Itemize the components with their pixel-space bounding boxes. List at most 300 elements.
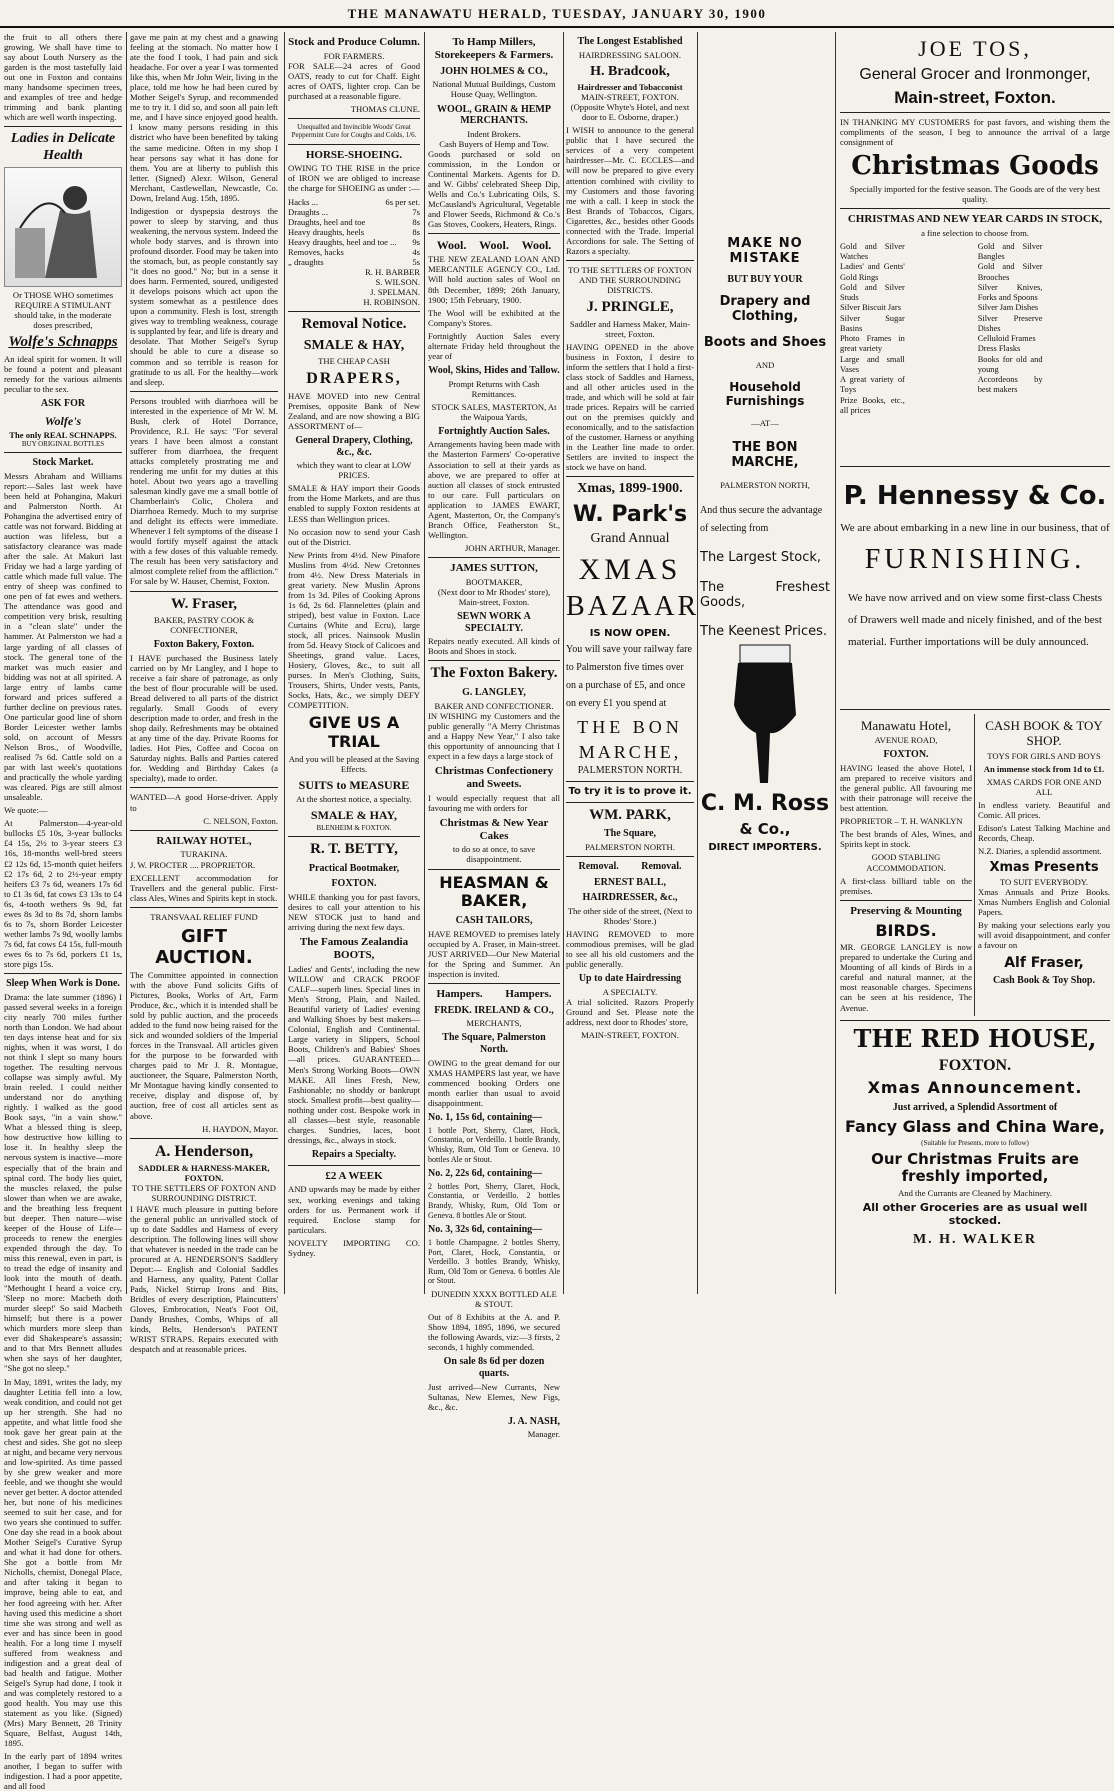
gift-item: Large and small Vases [840, 354, 905, 374]
toys: TOYS FOR GIRLS AND BOYS [987, 750, 1101, 761]
divider [130, 1138, 278, 1139]
ireland-sub: MERCHANTS, [466, 1018, 522, 1029]
wanted-text: WANTED—A good Horse-driver. Apply to [130, 792, 278, 813]
price-item: Removes, hacks [288, 246, 344, 257]
direct-importers: DIRECT IMPORTERS. [708, 842, 822, 854]
goods-list: New Prints from 4½d. New Pinafore Muslins from 4½d. New Cretonnes from 4½. New Dress Materials in great variety. New Muslin Aprons from 1s 3d. Piles of Cooking Aprons 1s 6d, 2s 6d. Flannelettes (plain and striped), best value in Foxton. Lace Curtains (White and Ecru), large stock, all prices. Nainsook Muslin from 5d. Heavy Stock of Calicoes and Sheetings, grand value. Laces, Hosiery, Gloves, &c., to suit all purses. In Men's Clothing, Suits, Trousers, Shirts, Under vests, Pants, Socks, Hats, &c., we simply DEFY COMPETITION. [288, 549, 420, 711]
we-quote: We quote:— [4, 805, 48, 816]
gift-item: Books for old and young [977, 354, 1043, 374]
indigestion-text: Indigestion or dyspepsia destroys the power to sleep by starving, and thus weakening, the nervous system. Indeed the whole body starves, and is thrown into profound disorder. Food may be taken into the stomach, but, as people constantly say "it does no good." No; but in a sense it does harm. Fermented, soured, undigested it develops poisons which act upon the system somewhat as a pestilence does upon a community. Flesh is lost, strength gives way to trembling weakness, courage is supplanted by fear, and life is dreary and desolate. That Mother Seigel's Syrup should be able to cure a disease so common and so terrible is reason for gratitude to us all. For the healthy—work and sleep. [130, 205, 278, 387]
divider [288, 836, 420, 837]
divider [566, 802, 694, 803]
price-value: 8s [412, 226, 420, 237]
price-row [288, 217, 420, 227]
price-item: Hacks ... [288, 196, 319, 207]
divider [428, 660, 560, 661]
immense: An immense stock from 1d to £1. [983, 763, 1105, 774]
fraser-text: I HAVE purchased the Business lately carried on by Mr Langley, and I hope to receive a fair share of patronage, as only the best of flour procurable will be used. Bread delivered to all parts of the district regularly. Small Goods of every description made to order, and fresh in the shop daily. Refreshments may be obtained at any time of the day. Private Rooms for ladies. Hot Pies, Coffee and Cocoa on Saturday nights. Balls and Parties catered for. Wedding and Birthday Cakes (a specialty), made to order. [130, 652, 278, 784]
holmes-text: Goods purchased or sold on commission, in the London or Continental Markets. Agents for D. and W. Gibbs' celebrated Sheep Dip, Wells and Co.'s Lubricating Oils, S. McCausland's Agricultural, Vegetable and Flower Seeds, Richmond & Co.'s Gas Stoves, Cookers, Heaters, Rings. [428, 148, 560, 230]
price-value: 8s [412, 216, 420, 227]
annuals: Xmas Annuals and Prize Books. Xmas Numbers English and Colonial Papers. [978, 887, 1110, 918]
general-drapery: General Drapery, Clothing, &c., &c. [295, 434, 413, 458]
railway-text: EXCELLENT accommodation for Travellers and the general public. First-class Ales, Wines and Spirits kept in stock. [130, 872, 278, 903]
divider [130, 907, 278, 908]
divider [840, 900, 972, 901]
column-rule [697, 32, 698, 1294]
pointing-hand-icon [720, 645, 810, 785]
fancy-glass: Fancy Glass and China Ware, [845, 1116, 1105, 1136]
gift-item: Silver Knives, Forks and Spoons [977, 282, 1043, 303]
bon-marche: THE BON MARCHE, [731, 439, 799, 471]
boots-shoes: Boots and Shoes [703, 334, 827, 350]
suit-everybody: TO SUIT EVERYBODY. [999, 877, 1089, 888]
column-rule [424, 32, 425, 1294]
divider [130, 591, 278, 592]
hair-saloon: HAIRDRESSING SALOON. [578, 49, 682, 60]
ad-pair [840, 714, 1110, 1015]
column-6 [700, 32, 830, 1294]
ross-co: & Co., [739, 819, 791, 838]
palmerston: PALMERSTON NORTH, [720, 480, 810, 491]
bradcook-text: I WISH to announce to the general public that I have secured the services of a very competent hairdresser—Mr. C. ECCLES—and will now be prepared to give every attention combined with civility to my Customers and those favoring me with a call. I keep in stock the Best Brands of Tobaccos, Cigars, Cigarettes, &c., besides other Goods connected with the Trade. Imperial Accordions for sale. The Setting of Razors a specialty. [566, 125, 694, 256]
wanted-name: C. NELSON, Foxton. [203, 815, 278, 826]
cheap-cash: THE CHEAP CASH [318, 355, 390, 366]
week-text: AND upwards may be made by either sex, working evenings and taking orders for us. Permanent work if required. Enclose stamp for particulars. [288, 1184, 420, 1235]
xmas-presents: Xmas Presents [989, 860, 1099, 875]
park-place: PALMERSTON NORTH. [585, 842, 675, 853]
divider [566, 781, 694, 782]
price-value: 5s [412, 256, 420, 267]
drapers: DRAPERS, [306, 370, 402, 387]
stock-market-text: Messrs Abraham and Williams report:—Sales last week have been held at Pohangina, Makuri and Palmerston North. At Pohangina the advertised entry of cattle was not forward. Bidding at auction was lifeless, but a satisfactory clearance was made after the sale. At Makuri last Friday we had a large yarding of cattle which made full value. The entry of sheep was confined to one pen of fat ewes and wethers. The attendance was good and competition very brisk, resulting in a "clean slate" under the hammer. At Palmerston we had a large yarding of all classes of stock. The general tone of the market was much easier and bidding was not at all spirited. A large entry of lambs came forward and prices suffered a further decline on previous rates. One particular good line of shorn Border Leicester wether lambs sold, on account of Messrs Nelson Bros., of Woodville, realised 7s 6d. Cattle sold on a par with last week's quotations and practically the whole yarding was cleared. Pigs are still almost unsaleable. [4, 470, 122, 803]
millers-title: To Hamp Millers, Storekeepers & Farmers. [434, 36, 554, 61]
tos-title: JOE TOS, [918, 36, 1032, 61]
divider [428, 557, 560, 558]
grand-annual: Grand Annual [590, 531, 670, 547]
hamper-1: No. 1, 15s 6d, containing— [428, 1112, 543, 1124]
heasman-sub: CASH TAILORS, [455, 914, 533, 926]
price-row [288, 207, 420, 217]
wool-exhibit: The Wool will be exhibited at the Company's Stores. [428, 307, 560, 328]
divider [840, 208, 1110, 209]
column-rule [563, 32, 564, 1294]
wolfe-only: The only REAL SCHNAPPS. [9, 429, 117, 440]
gift-list-right [978, 242, 1110, 416]
bon-2: MARCHE, [578, 742, 682, 763]
divider [428, 983, 560, 984]
removal-notice-title: Removal Notice. [301, 316, 407, 333]
smale-title: SMALE & HAY, [303, 337, 405, 353]
all-other: All other Groceries are as usual well stocked. [862, 1200, 1088, 1227]
column-2 [130, 32, 278, 1355]
column-rule [126, 32, 127, 1294]
wolfe-title: Wolfe's Schnapps [8, 334, 118, 351]
thus-text: And thus secure the advantage of selecting from [700, 505, 823, 535]
heasman-text: HAVE REMOVED to premises lately occupied by A. Fraser, in Main-street. JUST ARRIVED—Our New Material for the Spring and Summer. An inspection is invited. [428, 928, 560, 979]
gift-item: Ladies' and Gents' Gold Rings [840, 262, 905, 282]
bon-place: PALMERSTON NORTH. [577, 765, 683, 777]
fine-selection: a fine selection to choose from. [921, 227, 1029, 238]
suitable: (Suitable for Presents, more to follow) [921, 1138, 1029, 1147]
price-row [288, 227, 420, 237]
hamper-2: No. 2, 22s 6d, containing— [428, 1168, 543, 1180]
zealandia-text: Ladies' and Gents', including the new WILLOW and CRACK PROOF CALF—superb lines. Special lines in Men's Strong, Plain, and Nailed. Beautiful variety of Ladies' evening and Walking Shoes by best makers—Colonial, English and Continental. Large variety in Slippers, School Boots, Children's and Babies' Shoes—all prices. GUARANTEED—Men's Strong Working Boots—OWN MAKE. All lines Fresh, New, Fashionable; no shoddy or bankrupt stock. Smallest profit—best quality—nothing under cost. Bespoke work in all classes—best style, reasonable charges. Sundries, laces, boot dressings, &c., always in stock. [288, 964, 420, 1145]
removal-title: Removal. Removal. [578, 861, 682, 873]
xmas-announcement: Xmas Announcement. [867, 1078, 1083, 1098]
ireland-text: OWING to the great demand for our XMAS HAMPERS last year, we have commenced booking Orders one month earlier than usual to avoid disappointment. [428, 1057, 560, 1109]
novelty: NOVELTY IMPORTING CO. Sydney. [288, 1237, 420, 1258]
price-item: Draughts ... [288, 206, 329, 217]
bradcook-name: H. Bradcook, [590, 63, 670, 79]
divider [130, 787, 278, 788]
smale-text-3: SMALE & HAY import their Goods from the Home Markets, and are thus enabled to supply Foxton residents at LESS than Wellington prices. [288, 483, 420, 524]
clune: THOMAS CLUNE. [350, 104, 420, 115]
price-item: Heavy draughts, heels [288, 226, 365, 237]
railway-title: RAILWAY HOTEL, [156, 834, 252, 847]
now-open: IS NOW OPEN. [589, 627, 671, 639]
column-7 [840, 32, 1110, 1294]
suits-text: At the shortest notice, a specialty. [296, 793, 412, 804]
divider [4, 452, 122, 453]
fortnightly-text: Fortnightly Auction Sales every alternate Friday held throughout the year of [428, 330, 560, 361]
divider [130, 830, 278, 831]
bradcook-sub: Hairdresser and Tobacconist [577, 82, 683, 93]
price-list [288, 197, 420, 267]
horseshoeing-text: OWING TO THE RISE in the price of IRON we are obliged to increase the charge for SHOEING as under :— [288, 163, 420, 194]
divider [4, 973, 122, 974]
ladies-text: Or THOSE WHO sometimes REQUIRE A STIMULANT should take, in the moderate doses prescribed, [12, 290, 114, 331]
column-rule [284, 32, 285, 1294]
cards-title: CHRISTMAS AND NEW YEAR CARDS IN STOCK, [847, 212, 1103, 225]
ladies-title: Ladies in Delicate Health [10, 131, 116, 163]
endless: In endless variety. Beautiful and Comic. All prices. [978, 799, 1110, 820]
xmas-word: XMAS [578, 552, 682, 586]
divider [428, 869, 560, 870]
nursery-text: the fruit to all others there growing. We shall have time to say about Louth Nursery as the garden is the most tastefully laid out one in Foxton and contains many handsome specimen trees, and examples of tree and hedge trimming and bank planting which are well worth inspecting. [4, 32, 122, 123]
sleep-text-3: In the early part of 1894 writes another, I began to suffer with indigestion. I had a poor appetite, and all food [4, 1751, 122, 1791]
quote-text: At Palmerston—4-year-old bullocks £5 10s, 3-year bullocks £4 15s, 2½ to 3-year steers £3 16s, 18-months well-bred steers £2 12s 6d, 15-month quiet heifers £2 17s 6d, 2 to 2½-year empty heifers £3 7s 6d, weaners 17s 6d to £1 3s 6d, fat cows £3 13s to £4 6s, 4-tooth wethers 9s 9d, fat ewes 8s 3d to 8s 7d, shorn lambs 6s to 7s, shorn Border Leicester wether lambs 7s 9d, woolly lambs 7s 6d, fat cows £4 15s, full-mouth ewes 6s to 7s 6d, porkers £1 1s, store pigs 15s. [4, 818, 122, 969]
brands: The best brands of Ales, Wines, and Spirits kept in stock. [840, 829, 972, 850]
wolfe-small: Wolfe's [44, 413, 82, 428]
price-item: „ draughts [288, 256, 324, 267]
hamper-2-items: 2 bottles Port, Sherry, Claret, Hock, Constantia, or Verdeillo. 2 bottles Brandy, Whisky, Rum, Old Tom or Geneva. 8 bottles Ale or Stout. [428, 1181, 560, 1220]
price-value: 7s [412, 206, 420, 217]
gift-item: Gold and Silver Watches [840, 241, 905, 262]
buying-text: By making your selections early you will avoid disappointment, and confer a favour on [978, 920, 1110, 951]
bon-1: THE BON [577, 717, 683, 738]
up-to-date: Up to date Hairdressing [578, 973, 682, 985]
currants: And the Currants are Cleaned by Machinery. [898, 1187, 1052, 1198]
specially: Specially imported for the festive season. The Goods are of the very best quality. [849, 183, 1101, 204]
gift-list-left [840, 242, 972, 416]
freshest-goods: The Freshest Goods, [700, 579, 830, 610]
wool-title: Wool. Wool. Wool. [436, 238, 552, 253]
sutton-sub: BOOTMAKER, [465, 576, 523, 587]
red-house: THE RED HOUSE, [853, 1023, 1097, 1053]
divider [130, 391, 278, 392]
langley-name: G. LANGLEY, [462, 686, 526, 698]
birds: BIRDS. [875, 920, 937, 940]
smith-name: H. ROBINSON. [363, 296, 420, 307]
stabling: GOOD STABLING ACCOMMODATION. [866, 852, 946, 873]
smith-name: S. WILSON. [375, 276, 420, 287]
red-place: FOXTON. [938, 1056, 1012, 1074]
langley-sub: BAKER AND CONFECTIONER. [434, 700, 554, 711]
betty-title: R. T. BETTY, [310, 841, 398, 858]
testimonial-text: gave me pain at my chest and a gnawing feeling at the stomach. No matter how I ate the food I took, I had pain and sick headache. For over a year I was tormented like this, when Mr John Weir, living in the place, told me how he had been cured by Mother Seigel's Syrup, and recommended me to try it. I did so, and soon all pain left me, and I have since enjoyed good health. I know many persons residing in this district who have been benefited by taking the same medicine. Often in my shop I hear persons say what it has done for them. You are at liberty to publish this letter. (Signed) Alexr. Wilson, General Merchant, Castlewellan, Newcastle, Co. Down, Ireland Aug. 15th, 1895. [130, 32, 278, 203]
try-it: To try it is to prove it. [568, 786, 692, 798]
divider [840, 466, 1110, 467]
just-arrived: Just arrived, a Splendid Assortment of [892, 1102, 1058, 1114]
cash-buyers: Cash Buyers of Hemp and Tow. [439, 138, 549, 149]
heasman-title: HEASMAN & BAKER, [439, 872, 549, 911]
hampers-title: Hampers. Hampers. [436, 987, 552, 1000]
henderson-title: A. Henderson, [154, 1142, 254, 1160]
holmes-addr: National Mutual Buildings, Custom House Quay, Wellington. [432, 79, 556, 100]
langley-text: IN WISHING my Customers and the public generally "A Merry Christmas and a Happy New Year," I also take this opportunity of announcing that I expect in a few days a large stock of [428, 710, 560, 761]
bradcook-addr-2: (Opposite Whyte's Hotel, and next door to E. Osborne, draper.) [570, 102, 690, 123]
settlers: TO THE SETTLERS OF FOXTON AND THE SURROUNDING DISTRICTS. [568, 264, 692, 295]
gift-item: Prize Books, etc., all prices [840, 395, 905, 415]
hotel-foxton: FOXTON. [883, 749, 929, 761]
tos-text: IN THANKING MY CUSTOMERS for past favors, and wishing them the compliments of the season, I beg to announce the arrival of a large consignment of [840, 117, 1110, 148]
give-trial: GIVE US A TRIAL [308, 713, 400, 752]
masthead [0, 6, 1114, 28]
ball-text-2: A trial solicited. Razors Properly Ground and Set. Please note the address, next door to Rhodes' store, [566, 997, 694, 1028]
gift-item: Dress Flasks [977, 344, 1021, 354]
pringle-sub: Saddler and Harness Maker, Main-street, Foxton. [569, 318, 691, 339]
furnishing-text: We have now arrived and on view some first-class Chests of Drawers well made and nicely finished, and of the best material. Further importations will be duly announced. [848, 592, 1102, 649]
pringle-text: HAVING OPENED in the above business in Foxton, I desire to inform the settlers that I hold a first-class stock of Saddles and Harness, and all other articles used in the trade, and which will be sold at fair trade prices. Repairs will be carried out on the premises quickly and economically, and to the satisfaction of the customer. Harness or anything in the Leather line made to order. Settlers are invited to inspect the stock we have on hand. [566, 341, 694, 473]
arthur-sign: JOHN ARTHUR, Manager. [465, 542, 560, 553]
walker: M. H. WALKER [912, 1231, 1038, 1247]
for-sale-text: FOR SALE—24 acres of Good OATS, ready to cut for Chaff. Eight acres of OATS, lighter crop. Can be purchased at a reasonable figure. [288, 60, 420, 102]
make-no-mistake: MAKE NO MISTAKE [727, 236, 803, 267]
langley-birds: MR. GEORGE LANGLEY is now prepared to undertake the Curing and Mounting of all kinds of Birds in a careful and natural manner, at the most reasonable charges. Specimens can be seen at his residence, The Avenue. [840, 942, 972, 1013]
preserving: Preserving & Mounting [850, 904, 962, 917]
gift-auction-title: GIFT AUCTION. [155, 925, 253, 968]
ross-title: C. M. Ross [700, 791, 830, 817]
edison: Edison's Latest Talking Machine and Records, Cheap. [978, 822, 1110, 843]
price-row [288, 237, 420, 247]
fortnightly-sales: Fortnightly Auction Sales. [438, 425, 550, 437]
ireland-addr: The Square, Palmerston North. [442, 1032, 546, 1056]
gift-item: Silver Biscuit Jars [840, 303, 901, 313]
divider [840, 1020, 1110, 1021]
park-title: W. Park's [572, 501, 688, 527]
railway-place: TURAKINA. [180, 849, 228, 860]
buy-original: BUY ORIGINAL BOTTLES [21, 439, 105, 448]
langley-text-2: I would especially request that all favouring me with orders for [428, 792, 560, 813]
week-title: £2 A WEEK [325, 1169, 383, 1182]
furnishing: FURNISHING. [864, 544, 1086, 576]
proprietor: PROPRIETOR – T. H. WANKLYN [840, 816, 963, 827]
hamper-1-items: 1 bottle Port, Sherry, Claret, Hock, Constantia, or Verdeillo. 1 bottle Brandy, Whisky, Rum, Old Tom or Geneva. 10 bottles Ale or Stout. [428, 1125, 560, 1164]
repairs: Repairs a Specialty. [311, 1148, 397, 1160]
gift-item: Silver Preserve Dishes [977, 313, 1043, 333]
gift-list [840, 242, 1110, 416]
henderson-to: TO THE SETTLERS OF FOXTON AND SURROUNDING DISTRICT. [132, 1183, 276, 1204]
betty-text: WHILE thanking you for past favors, desires to call your attention to his NEW STOCK just to hand and arriving during the next few days. [288, 892, 420, 933]
on-sale: On sale 8s 6d per dozen quarts. [443, 1356, 545, 1379]
hamper-3: No. 3, 32s 6d, containing— [428, 1224, 543, 1236]
sutton-title: JAMES SUTTON, [450, 561, 538, 574]
divider [566, 856, 694, 857]
gift-sign: H. HAYDON, Mayor. [202, 1123, 278, 1134]
divider [566, 476, 694, 477]
specialty: A SPECIALTY. [602, 987, 658, 998]
prompt-returns: Prompt Returns with Cash Remittances. [448, 378, 540, 399]
nz-diaries: N.Z. Diaries, a splendid assortment. [978, 845, 1102, 856]
gift-item: Gold and Silver Brooches [977, 262, 1043, 282]
cash-book-ad [974, 714, 1110, 1015]
largest-stock: The Largest Stock, [700, 550, 821, 566]
gift-item: Celluloid Frames [977, 334, 1036, 344]
divider [288, 311, 420, 312]
column-4 [428, 32, 560, 1440]
hotel-title: Manawatu Hotel, [860, 718, 952, 734]
henderson-sub: SADDLER & HARNESS-MAKER, FOXTON. [138, 1163, 270, 1184]
price-row [288, 197, 420, 207]
sutton-addr: (Next door to Mr Rhodes' store), Main-street, Foxton. [437, 586, 551, 607]
zealandia-title: The Famous Zealandia BOOTS, [299, 936, 409, 962]
stock-market-title: Stock Market. [32, 457, 94, 469]
smale-foot-addr: BLENHEIM & FOXTON. [316, 824, 392, 833]
stock-sales: STOCK SALES, MASTERTON, At the Waipoua Yards, [431, 401, 557, 422]
bazaar-word: BAZAAR [566, 590, 700, 622]
gift-item: Gold and Silver Studs [840, 282, 905, 303]
holmes-name: JOHN HOLMES & CO., [440, 65, 548, 77]
at-word: —AT— [751, 417, 779, 428]
masthead-title: THE MANAWATU HERALD, TUESDAY, JANUARY 30, 1900 [347, 6, 767, 21]
gift-item: Gold and Silver Bangles [977, 241, 1043, 262]
arrangements-text: Arrangements having been made with the Masterton Farmers' Co-operative Association to sell at their yards as above, we are prepared to offer at auction all classes of stock entrusted to our care. Full particulars on application to JAMES EWART, Agent, Masterton, Or, the Company's Branch Office, Featherston St., Wellington. [428, 439, 560, 540]
column-rule [835, 32, 836, 1294]
divider [288, 144, 420, 145]
bradcook-addr: MAIN-STREET, FOXTON. [581, 92, 679, 103]
wolfe-text: An ideal spirit for women. It will be found a potent and pleasant remedy for the various ailments peculiar to the sex. [4, 353, 122, 395]
exhibits: Out of 8 Exhibits at the A. and P. Show 1894, 1895, 1896, we secured the following Awards, viz:—3 firsts, 2 seconds, 1 highly commended. [428, 1311, 560, 1353]
nz-loan-text: THE NEW ZEALAND LOAN AND MERCANTILE AGENCY CO., Ltd. Will hold auction sales of Wool on 8th December, 1899; 26th January, 1900; 15th February, 1900. [428, 254, 560, 305]
price-row [288, 257, 420, 267]
billiard: A first-class billiard table on the premises. [840, 875, 972, 896]
ball-addr-2: MAIN-STREET, FOXTON. [581, 1030, 679, 1041]
xmas-goods: Christmas Goods [851, 151, 1099, 182]
smale-text-2: which they want to clear at LOW PRICES. [296, 460, 412, 481]
wool-grain: WOOL, GRAIN & HEMP MERCHANTS. [437, 103, 551, 127]
fruits: Our Christmas Fruits are freshly imported, [871, 1149, 1079, 1186]
price-value: 9s [412, 236, 420, 247]
smiths-list [288, 267, 420, 307]
smale-foot: SMALE & HAY, [310, 808, 398, 823]
drapery-clothing: Drapery and Clothing, [719, 294, 811, 325]
divider [288, 118, 420, 119]
trial-text: And you will be pleased at the Saving Effects. [288, 753, 420, 774]
sutton-text: Repairs neatly executed. All kinds of Boots and Shoes in stock. [428, 636, 560, 657]
price-value: 4s [412, 246, 420, 257]
ask-for: ASK FOR [40, 398, 86, 410]
ball-name: ERNEST BALL, [593, 876, 667, 888]
divider [840, 112, 1110, 113]
betty-sub: Practical Bootmaker, [308, 862, 400, 874]
xmas-cakes: Christmas & New Year Cakes [439, 816, 549, 842]
smith-name: J. SPELMAN. [370, 286, 420, 297]
gift-item: Silver Jam Dishes [977, 303, 1039, 313]
sleep-text-2: In May, 1891, writes the lady, my daughter Letitia fell into a low, weak condition, and could not get up her strength. She had no appetite, and what little food she took gave her great pain at the chest and sides. She got no sleep at night, and became very nervous and low-spirited. As time passed by she grew weaker and more feeble, and we thought she would never get better. A doctor attended her, but none of his medicines seemed to suit her case, and for two years she continued to suffer. One day she read in a book about Mother Seigel's Curative Syrup and what it had done for others. She got a bottle from Mr Nicholls, chemist, Donegal Place, and after taking it began to improve, being able to eat, and her food agreeing with her. After having used this medicine a short time she was strong and well as ever and has since been in good health. For a long time I myself suffered from weakness and indigestion and a great deal of bad health and fatigue. Mother Seigel's Syrup had done, I took it and was completely restored to a good health. You may use this statement as you like. (Signed) (Mrs) Mary Bennett, 28 Trinity Square, Belfast, August 14th, 1895. [4, 1376, 122, 1749]
divider [566, 260, 694, 261]
transvaal-title: TRANSVAAL RELIEF FUND [150, 911, 258, 922]
gift-item: Photo Frames in great variety [840, 334, 905, 354]
tos-place: Main-street, Foxton. [894, 88, 1056, 108]
divider [840, 709, 1110, 710]
sleep-title: Sleep When Work is Done. [6, 978, 120, 990]
divider [288, 1165, 420, 1166]
sewn-work: SEWN WORK A SPECIALTY. [457, 610, 531, 634]
diarrhoea-text: Persons troubled with diarrhoea will be interested in the experience of Mr W. M. Bush, clerk of Hotel Dorrance, Providence, R.I. He says: "For several years I have been almost a constant sufferer from diarrhoea, the frequent attacks completely prostrating me and rendering me unfit for my duties at this hotel. About two years ago a travelling salesman kindly gave me a small bottle of Chamberlain's Colic, Cholera and Diarrhoea Remedy. Much to my surprise and delight its effects were immediate. Whenever I felt symptoms of the disease I would fortify myself against the attack with a few doses of this valuable remedy. The result has been very satisfactory and almost complete relief from the affliction." For sale by W. Hauser, Chemist, Foxton. [130, 395, 278, 587]
suits-to-measure: SUITS to MEASURE [298, 777, 410, 792]
sleep-text: Drama: the late summer (1896) I passed several weeks in a foreign city nearly 700 miles further north than London. We had about ten days intense heat and for six nights, when it was worst, I do not think I slept so many hours together. The resulting nervous collapse was simply awful. My brain reeled. I could neither understand nor do anything rightly. I walked as the good Book says, "in a vain show." What a blessed thing is sleep, how destructive how killing to lose it. In healthy sleep the nervous system is inactive—more especially that of the brain and spinal cord. The body lies quiet, the muscles relaxed, the pulse slower than when we are awake, and the breathing less frequent but deeper. Then nature—wise keeper of the House of Life—proceeds to renew the energies expended through the day. To miss this renewal, even in part, is to tread the edge of insanity and look into the mouth of death. "Methought I heard a voice cry, 'Sleep no more: Macbeth doth murder sleep!' So said Macbeth himself; but there is a power which murders more sleep than ever did Shakespeare's assassin; and to that Mrs Bennett alludes when she says of her daughter, "She got no sleep." [4, 991, 122, 1374]
price-value: 6s per set. [385, 196, 420, 207]
spacer [700, 32, 830, 232]
column-3 [288, 32, 420, 1294]
price-item: Heavy draughts, heel and toe ... [288, 236, 397, 247]
divider [428, 233, 560, 234]
smith-name: R. H. BARBER [365, 266, 420, 277]
smale-text: HAVE MOVED into new Central Premises, opposite Bank of New Zealand, and are now showing a BIG ASSORTMENT of— [288, 390, 420, 431]
column-1 [4, 32, 122, 1791]
but-buy: BUT BUY YOUR [727, 274, 803, 286]
ireland-name: FREDK. IRELAND & CO., [434, 1004, 554, 1016]
xmas-cards: XMAS CARDS FOR ONE AND ALL [986, 776, 1102, 797]
ball-sub: HAIRDRESSER, &c., [582, 892, 678, 904]
keenest-prices: The Keenest Prices. [700, 623, 828, 639]
hamper-3-items: 1 bottle Champagne. 2 bottles Sherry, Port, Claret, Hock, Constantia, or Verdeillo. 3 bottles Brandy, Whisky, Rum, Old Tom or Geneva. 6 bottles Ale or Stout. [428, 1237, 560, 1286]
avenue: AVENUE ROAD, [874, 735, 938, 746]
dunedin: DUNEDIN XXXX BOTTLED ALE & STOUT. [431, 1288, 557, 1309]
ball-text: HAVING REMOVED to more commodious premises, will be glad to see all his old customers and the public generally. [566, 929, 694, 970]
no-occasion: No occasion now to send your Cash out of the District. [288, 526, 420, 547]
bradcook-top: The Longest Established [577, 36, 683, 47]
gift-item: Accordeons by best makers [977, 375, 1043, 395]
the-square: The Square, [603, 828, 657, 840]
lady-illustration [4, 167, 122, 287]
save-text: You will save your railway fare to Palmerston five times over on a purchase of £5, and once on every £1 you spend at [566, 644, 692, 710]
fraser-place: Foxton Bakery, Foxton. [153, 639, 255, 651]
price-row [288, 247, 420, 257]
household: Household Furnishings [725, 379, 805, 408]
wm-park: WM. PARK, [589, 806, 671, 823]
xmas-confectionery: Christmas Confectionery and Sweets. [434, 764, 554, 790]
hotel-ad [840, 714, 972, 1015]
fraser-title: W. Fraser, [171, 595, 237, 612]
for-farmers: FOR FARMERS. [323, 50, 385, 61]
ball-addr: The other side of the street, (Next to Rhodes' Store.) [567, 906, 693, 927]
gift-item: Silver Sugar Basins [840, 313, 905, 333]
wool-skins: Wool, Skins, Hides and Tallow. [428, 364, 560, 376]
nash-sub: Manager. [527, 1429, 560, 1440]
tos-sub: General Grocer and Ironmonger, [859, 65, 1091, 83]
hotel-text: HAVING leased the above Hotel, I am prepared to receive visitors and the general public. All favouring me with their patronage will receive the best attention. [840, 763, 972, 814]
divider [4, 126, 122, 127]
bakery-title: The Foxton Bakery. [430, 665, 558, 682]
cash-book: CASH BOOK & TOY SHOP. [985, 718, 1103, 749]
alf-sub: Cash Book & Toy Shop. [993, 974, 1095, 986]
alf-fraser: Alf Fraser, [1004, 954, 1084, 971]
and-word: AND [755, 359, 775, 370]
nash-name: J. A. NASH, [508, 1415, 560, 1427]
price-item: Draughts, heel and toe [288, 216, 366, 227]
fraser-sub: BAKER, PASTRY COOK & CONFECTIONER, [153, 615, 255, 636]
